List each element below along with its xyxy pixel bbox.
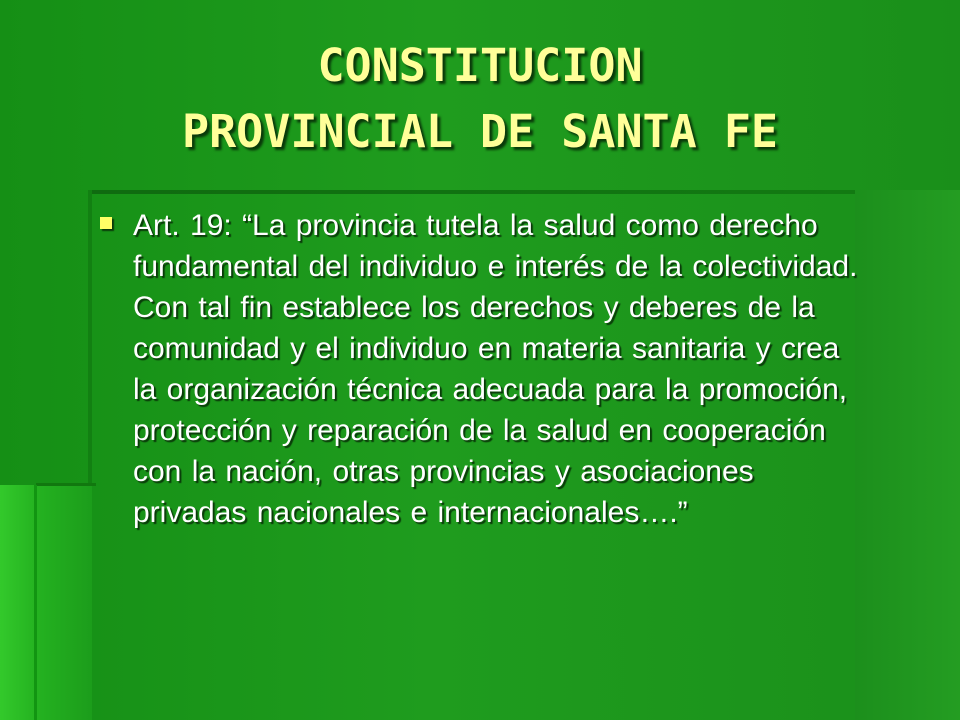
square-bullet-icon (100, 217, 112, 229)
background-mid-rule (36, 483, 96, 486)
slide-title-line-2: PROVINCIAL DE SANTA FE (181, 105, 779, 158)
bullet-text: Art. 19: “La provincia tutela la salud como derecho fundamental del individuo e interés de la colectividad. Con tal fin establece los derechos y deberes de la comunidad y el individuo en materia sanitaria y crea la organización técnica adecuada para la promoción, protección y reparación de la salud en cooperación con la nación, otras provincias y asociaciones privadas nacionales e internacionales….” (133, 209, 858, 529)
slide-title-line-1: CONSTITUCION (317, 39, 643, 92)
background-left-band (0, 485, 92, 720)
background-right-band (855, 190, 960, 720)
background-lower-left-rule (34, 485, 37, 720)
slide-title (0, 33, 960, 165)
background-left-rule (88, 190, 92, 485)
background-top-rule (92, 190, 855, 194)
